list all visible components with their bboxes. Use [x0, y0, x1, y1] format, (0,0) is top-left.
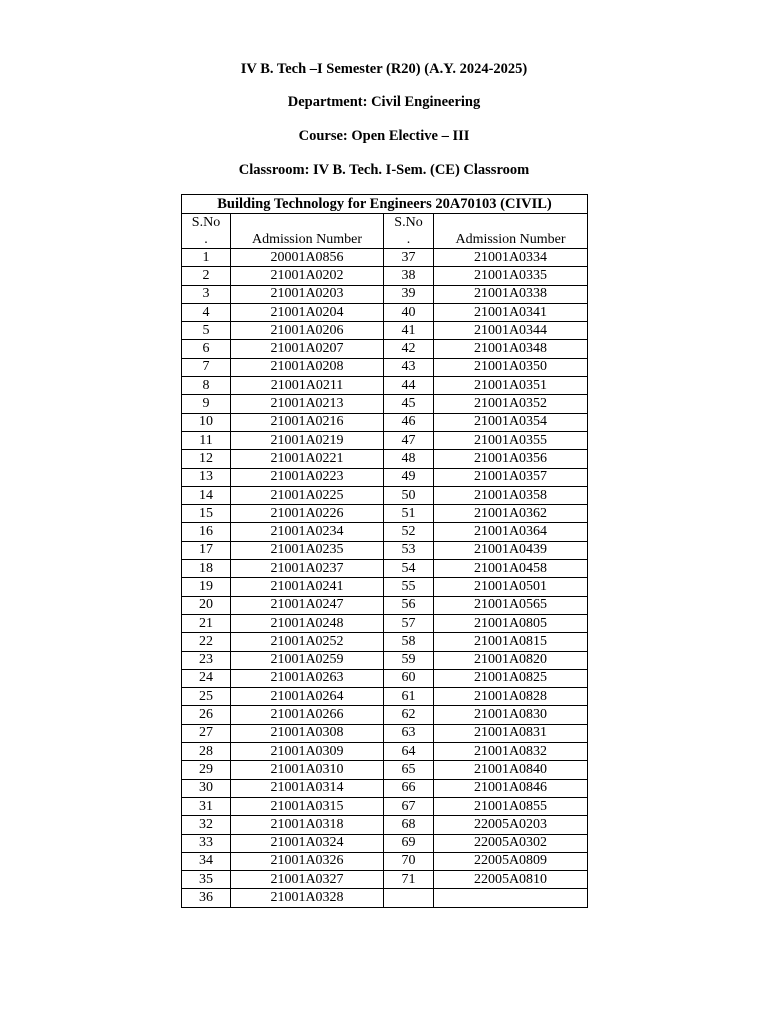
sno-cell: 71	[384, 871, 434, 889]
admission-number-cell: 21001A0344	[434, 322, 588, 340]
admission-number-cell: 21001A0308	[231, 724, 384, 742]
admission-number-cell: 21001A0565	[434, 596, 588, 614]
sno-cell: 31	[182, 797, 231, 815]
table-row	[182, 523, 588, 541]
sno-cell: 7	[182, 358, 231, 376]
sno-cell: 26	[182, 706, 231, 724]
table-row	[182, 578, 588, 596]
admission-number-cell: 21001A0324	[231, 834, 384, 852]
sno-cell: 70	[384, 852, 434, 870]
admission-number-cell: 21001A0202	[231, 267, 384, 285]
sno-cell: 47	[384, 431, 434, 449]
table-row	[182, 322, 588, 340]
admission-number-cell: 21001A0235	[231, 541, 384, 559]
table-row	[182, 358, 588, 376]
admission-number-cell: 21001A0334	[434, 249, 588, 267]
sno-cell: 19	[182, 578, 231, 596]
sno-cell: 57	[384, 614, 434, 632]
sno-cell: 34	[182, 852, 231, 870]
admission-number-cell: 21001A0815	[434, 633, 588, 651]
sno-cell: 28	[182, 743, 231, 761]
sno-cell: 60	[384, 669, 434, 687]
course-heading: Course: Open Elective – III	[298, 128, 470, 144]
sno-cell: 35	[182, 871, 231, 889]
admission-number-cell: 21001A0248	[231, 614, 384, 632]
admission-number-cell: 21001A0314	[231, 779, 384, 797]
admission-number-cell: 21001A0259	[231, 651, 384, 669]
table-row	[182, 633, 588, 651]
admission-number-cell: 21001A0213	[231, 395, 384, 413]
sno-cell: 36	[182, 889, 231, 907]
sno-cell: 32	[182, 816, 231, 834]
table-row	[182, 541, 588, 559]
admission-number-cell: 21001A0825	[434, 669, 588, 687]
table-row	[182, 267, 588, 285]
admission-number-cell: 21001A0356	[434, 450, 588, 468]
admission-number-cell: 21001A0805	[434, 614, 588, 632]
admission-number-cell: 21001A0832	[434, 743, 588, 761]
sno-cell: 54	[384, 560, 434, 578]
admission-number-cell: 21001A0326	[231, 852, 384, 870]
table-row	[182, 852, 588, 870]
table-row	[182, 596, 588, 614]
table-row	[182, 779, 588, 797]
admission-number-cell: 21001A0247	[231, 596, 384, 614]
admission-number-cell: 21001A0315	[231, 797, 384, 815]
sno-cell: 59	[384, 651, 434, 669]
sno-cell: 43	[384, 358, 434, 376]
admission-number-cell: 21001A0350	[434, 358, 588, 376]
admission-number-cell: 21001A0354	[434, 413, 588, 431]
sno-cell: 14	[182, 486, 231, 504]
sno-cell: 67	[384, 797, 434, 815]
table-row	[182, 505, 588, 523]
table-row	[182, 614, 588, 632]
sno-cell: 41	[384, 322, 434, 340]
admission-number-cell: 21001A0820	[434, 651, 588, 669]
table-row	[182, 688, 588, 706]
admission-number-cell: 22005A0203	[434, 816, 588, 834]
sno-cell: 22	[182, 633, 231, 651]
admission-number-cell: 22005A0810	[434, 871, 588, 889]
table-row	[182, 724, 588, 742]
sno-cell: 11	[182, 431, 231, 449]
sno-cell: 16	[182, 523, 231, 541]
sno-cell: 1	[182, 249, 231, 267]
admission-number-cell: 21001A0219	[231, 431, 384, 449]
admission-number-cell: 21001A0223	[231, 468, 384, 486]
admission-number-cell: 21001A0208	[231, 358, 384, 376]
admission-number-cell: 21001A0234	[231, 523, 384, 541]
admission-number-cell: 21001A0362	[434, 505, 588, 523]
sno-cell: 64	[384, 743, 434, 761]
admission-number-cell: 21001A0501	[434, 578, 588, 596]
sno-cell: 50	[384, 486, 434, 504]
admission-number-cell: 21001A0206	[231, 322, 384, 340]
admission-number-cell: 21001A0358	[434, 486, 588, 504]
admission-number-cell: 21001A0203	[231, 285, 384, 303]
sno-cell: 8	[182, 377, 231, 395]
admission-number-cell: 21001A0338	[434, 285, 588, 303]
admission-number-cell: 21001A0351	[434, 377, 588, 395]
admission-number-cell: 21001A0348	[434, 340, 588, 358]
semester-heading: IV B. Tech –I Semester (R20) (A.Y. 2024-2025)	[240, 61, 528, 77]
admission-header-right: Admission Number	[434, 214, 588, 249]
table-row	[182, 560, 588, 578]
admission-number-cell: 21001A0357	[434, 468, 588, 486]
admission-number-cell: 21001A0335	[434, 267, 588, 285]
admission-number-cell: 21001A0352	[434, 395, 588, 413]
sno-cell: 62	[384, 706, 434, 724]
sno-cell: 68	[384, 816, 434, 834]
admission-number-cell: 21001A0309	[231, 743, 384, 761]
sno-cell: 63	[384, 724, 434, 742]
admission-number-cell: 21001A0830	[434, 706, 588, 724]
admission-number-cell: 21001A0211	[231, 377, 384, 395]
sno-cell: 9	[182, 395, 231, 413]
admission-number-cell: 21001A0264	[231, 688, 384, 706]
admission-number-cell: 21001A0241	[231, 578, 384, 596]
sno-cell: 33	[182, 834, 231, 852]
admission-header-left: Admission Number	[231, 214, 384, 249]
sno-cell: 40	[384, 303, 434, 321]
sno-cell: 5	[182, 322, 231, 340]
sno-cell: 12	[182, 450, 231, 468]
table-row	[182, 395, 588, 413]
sno-cell: 15	[182, 505, 231, 523]
sno-cell: 48	[384, 450, 434, 468]
sno-cell: 24	[182, 669, 231, 687]
sno-cell: 38	[384, 267, 434, 285]
sno-cell: 65	[384, 761, 434, 779]
sno-cell: 27	[182, 724, 231, 742]
sno-cell: 3	[182, 285, 231, 303]
sno-cell: 61	[384, 688, 434, 706]
table-row	[182, 303, 588, 321]
admission-number-cell: 21001A0855	[434, 797, 588, 815]
admission-number-cell: 21001A0439	[434, 541, 588, 559]
table-row	[182, 468, 588, 486]
table-row	[182, 340, 588, 358]
admission-number-cell: 21001A0266	[231, 706, 384, 724]
admission-number-cell: 21001A0226	[231, 505, 384, 523]
department-heading: Department: Civil Engineering	[287, 94, 481, 110]
admission-number-cell: 21001A0458	[434, 560, 588, 578]
column-header-row	[182, 214, 588, 249]
table-row	[182, 486, 588, 504]
classroom-heading: Classroom: IV B. Tech. I-Sem. (CE) Classroom	[238, 162, 530, 178]
sno-cell: 4	[182, 303, 231, 321]
sno-cell: 10	[182, 413, 231, 431]
admission-number-cell: 21001A0225	[231, 486, 384, 504]
table-row	[182, 377, 588, 395]
admission-number-cell: 20001A0856	[231, 249, 384, 267]
admission-number-cell: 21001A0204	[231, 303, 384, 321]
admission-number-cell: 21001A0364	[434, 523, 588, 541]
admission-number-cell: 21001A0327	[231, 871, 384, 889]
table-row	[182, 651, 588, 669]
sno-cell: 17	[182, 541, 231, 559]
table-body	[182, 214, 588, 908]
sno-cell: 23	[182, 651, 231, 669]
admission-number-cell: 21001A0328	[231, 889, 384, 907]
table-row	[182, 431, 588, 449]
sno-cell: 69	[384, 834, 434, 852]
sno-cell: 42	[384, 340, 434, 358]
admission-number-cell: 21001A0310	[231, 761, 384, 779]
table-row	[182, 816, 588, 834]
sno-header-right: S.No .	[384, 214, 434, 249]
sno-cell: 39	[384, 285, 434, 303]
admission-number-cell: 21001A0263	[231, 669, 384, 687]
sno-cell: 45	[384, 395, 434, 413]
table-row	[182, 761, 588, 779]
sno-cell: 20	[182, 596, 231, 614]
sno-cell: 58	[384, 633, 434, 651]
sno-cell: 30	[182, 779, 231, 797]
sno-cell: 53	[384, 541, 434, 559]
table-row	[182, 797, 588, 815]
sno-header-left: S.No .	[182, 214, 231, 249]
table-row	[182, 706, 588, 724]
sno-cell: 55	[384, 578, 434, 596]
admission-number-cell: 21001A0828	[434, 688, 588, 706]
sno-cell: 6	[182, 340, 231, 358]
sno-cell: 13	[182, 468, 231, 486]
sno-cell: 66	[384, 779, 434, 797]
sno-cell: 51	[384, 505, 434, 523]
table-row	[182, 669, 588, 687]
sno-cell: 56	[384, 596, 434, 614]
sno-cell: 49	[384, 468, 434, 486]
admission-number-cell: 21001A0221	[231, 450, 384, 468]
sno-cell: 52	[384, 523, 434, 541]
table-row	[182, 889, 588, 907]
table-row	[182, 285, 588, 303]
sno-cell: 25	[182, 688, 231, 706]
admission-number-cell: 21001A0216	[231, 413, 384, 431]
table-row	[182, 413, 588, 431]
admission-number-cell: 21001A0207	[231, 340, 384, 358]
sno-cell: 37	[384, 249, 434, 267]
admission-number-cell: 21001A0341	[434, 303, 588, 321]
admission-number-cell: 22005A0302	[434, 834, 588, 852]
sno-cell: 44	[384, 377, 434, 395]
table-row	[182, 871, 588, 889]
sno-cell: 18	[182, 560, 231, 578]
sno-cell: 29	[182, 761, 231, 779]
admission-table	[181, 194, 588, 908]
admission-number-cell: 22005A0809	[434, 852, 588, 870]
sno-cell: 21	[182, 614, 231, 632]
sno-cell	[384, 889, 434, 907]
admission-number-cell: 21001A0840	[434, 761, 588, 779]
admission-number-cell: 21001A0846	[434, 779, 588, 797]
table-row	[182, 743, 588, 761]
admission-number-cell: 21001A0831	[434, 724, 588, 742]
sno-cell: 2	[182, 267, 231, 285]
sno-cell: 46	[384, 413, 434, 431]
admission-number-cell: 21001A0237	[231, 560, 384, 578]
admission-number-cell: 21001A0355	[434, 431, 588, 449]
admission-number-cell	[434, 889, 588, 907]
table-row	[182, 834, 588, 852]
table-row	[182, 450, 588, 468]
table-title: Building Technology for Engineers 20A70103 (CIVIL)	[182, 195, 588, 214]
admission-number-cell: 21001A0318	[231, 816, 384, 834]
admission-number-cell: 21001A0252	[231, 633, 384, 651]
table-row	[182, 249, 588, 267]
